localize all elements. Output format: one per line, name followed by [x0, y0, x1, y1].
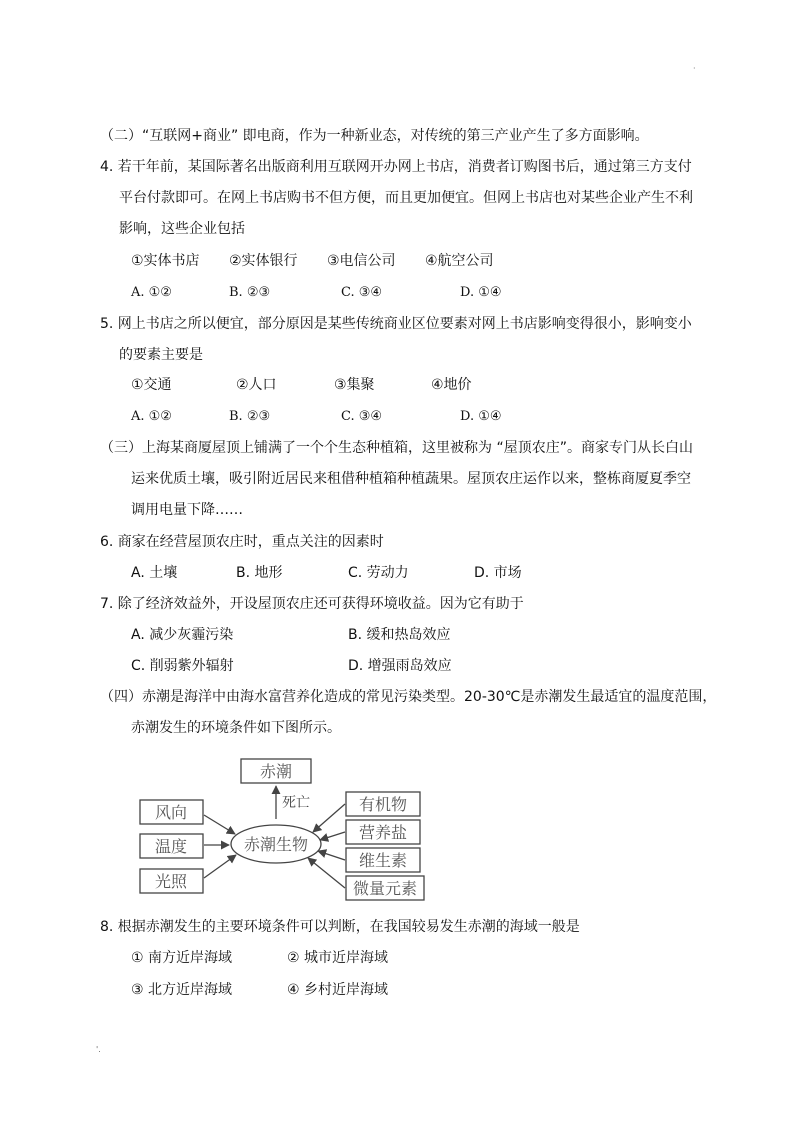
section-3-line-1: （三）上海某商厦屋顶上铺满了一个个生态种植箱，这里被称为 “屋顶农庄”。商家专门从长白山 [100, 440, 693, 456]
diagram-center-label: 赤潮生物 [243, 835, 309, 854]
corner-mark-bottom: '. [96, 1045, 101, 1054]
q6-choice-a: A. 土壤 [131, 565, 178, 581]
diagram-right-label-2: 维生素 [358, 851, 408, 870]
red-tide-diagram [130, 752, 430, 904]
diagram-right-box-3 [346, 876, 424, 900]
q7-stem: 7. 除了经济效益外，开设屋顶农庄还可获得环境收益。因为它有助于 [100, 596, 524, 612]
section-3-line-3: 调用电量下降…… [131, 502, 243, 518]
q4-item-3: ③电信公司 [327, 253, 396, 269]
q4-item-2: ②实体银行 [229, 253, 298, 269]
left-arrow-0 [204, 815, 235, 834]
q4-item-1: ①实体书店 [131, 253, 200, 269]
left-arrow-2 [204, 855, 236, 878]
q6-choice-b: B. 地形 [236, 565, 283, 581]
diagram-center-node [231, 825, 321, 863]
right-arrow-0 [313, 804, 345, 832]
q4-choice-a: A. ①② [131, 285, 172, 300]
q8-item-3: ③ 北方近岸海域 [131, 982, 233, 998]
diagram-left-label-0: 风向 [154, 803, 188, 822]
q5-item-4: ④地价 [431, 377, 472, 393]
q8-item-1: ① 南方近岸海域 [131, 950, 233, 966]
diagram-right-box-0 [346, 792, 420, 816]
q5-item-1: ①交通 [131, 377, 172, 393]
q5-choice-d: D. ①④ [460, 409, 502, 424]
right-arrow-1 [320, 832, 345, 840]
section-2-header: （二）“互联网+商业” 即电商，作为一种新业态，对传统的第三产业产生了多方面影响。 [100, 128, 649, 144]
diagram-right-label-3: 微量元素 [352, 879, 418, 898]
q5-choice-a: A. ①② [131, 409, 172, 424]
q4-stem-line-1: 4. 若干年前，某国际著名出版商利用互联网开办网上书店，消费者订购图书后，通过第三方支付 [100, 159, 692, 175]
q8-item-4: ④ 乡村近岸海域 [287, 982, 389, 998]
q7-choice-d: D. 增强雨岛效应 [348, 658, 452, 674]
q5-item-2: ②人口 [236, 377, 277, 393]
diagram-top-box [241, 759, 311, 783]
q5-choice-b: B. ②③ [229, 409, 271, 424]
q4-choice-b: B. ②③ [229, 285, 271, 300]
q7-choice-b: B. 缓和热岛效应 [348, 627, 451, 643]
q6-choice-c: C. 劳动力 [348, 565, 409, 581]
section-4-line-1: （四）赤潮是海洋中由海水富营养化造成的常见污染类型。20-30℃是赤潮发生最适宜的温度范围， [100, 689, 717, 705]
section-4-line-2: 赤潮发生的环境条件如下图所示。 [131, 720, 341, 736]
q7-choice-a: A. 减少灰霾污染 [131, 627, 234, 643]
q4-choice-d: D. ①④ [460, 285, 502, 300]
death-label: 死亡 [282, 795, 310, 811]
diagram-right-box-2 [346, 848, 420, 872]
diagram-left-label-2: 光照 [154, 872, 188, 891]
q4-item-4: ④航空公司 [425, 253, 494, 269]
q8-stem: 8. 根据赤潮发生的主要环境条件可以判断，在我国较易发生赤潮的海域一般是 [100, 919, 580, 935]
diagram-right-box-1 [346, 820, 420, 844]
q6-stem: 6. 商家在经营屋顶农庄时，重点关注的因素时 [100, 534, 384, 550]
q6-choice-d: D. 市场 [474, 565, 522, 581]
q5-stem-line-2: 的要素主要是 [119, 347, 203, 363]
right-arrow-2 [318, 851, 345, 860]
q5-choice-c: C. ③④ [341, 409, 383, 424]
right-arrow-3 [308, 858, 345, 888]
q4-stem-line-3: 影响，这些企业包括 [119, 221, 245, 237]
diagram-left-box-2 [140, 869, 203, 893]
diagram-left-label-1: 温度 [154, 837, 188, 856]
q4-stem-line-2: 平台付款即可。在网上书店购书不但方便，而且更加便宜。但网上书店也对某些企业产生不利 [119, 190, 693, 206]
q8-item-2: ② 城市近岸海域 [287, 950, 389, 966]
diagram-top-label: 赤潮 [259, 762, 293, 781]
corner-mark-top: · [693, 64, 696, 73]
q5-stem-line-1: 5. 网上书店之所以便宜，部分原因是某些传统商业区位要素对网上书店影响变得很小，影响变小 [100, 316, 692, 332]
q4-choice-c: C. ③④ [341, 285, 383, 300]
q7-choice-c: C. 削弱紫外辐射 [131, 658, 234, 674]
section-3-line-2: 运来优质土壤，吸引附近居民来租借种植箱种植蔬果。屋顶农庄运作以来，整栋商厦夏季空 [131, 471, 691, 487]
diagram-right-label-1: 营养盐 [358, 823, 408, 842]
diagram-left-box-1 [140, 834, 203, 858]
diagram-right-label-0: 有机物 [358, 795, 408, 814]
q5-item-3: ③集聚 [334, 377, 375, 393]
diagram-left-box-0 [140, 800, 203, 824]
